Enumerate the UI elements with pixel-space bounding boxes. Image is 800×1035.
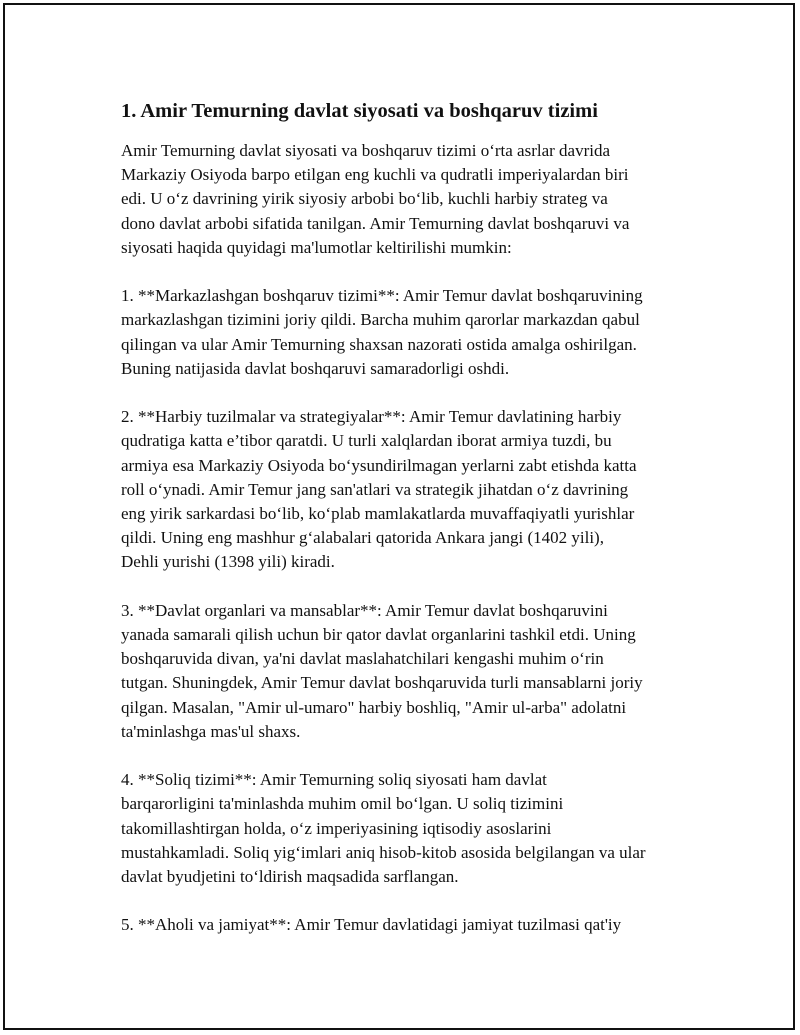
paragraph-line: Buning natijasida davlat boshqaruvi samaradorligi oshdi. bbox=[121, 358, 510, 378]
paragraph-line: eng yirik sarkardasi bo‘lib, ko‘plab mamlakatlarda muvaffaqiyatli yurishlar bbox=[121, 504, 635, 524]
intro-paragraph bbox=[121, 139, 701, 260]
paragraph-line: ta'minlashga mas'ul shaxs. bbox=[121, 721, 301, 741]
paragraph-line: roll o‘ynadi. Amir Temur jang san'atlari va strategik jihatdan o‘z davrining bbox=[121, 479, 629, 499]
paragraph-line: barqarorligini ta'minlashda muhim omil bo‘lgan. U soliq tizimini bbox=[121, 794, 564, 814]
paragraph-line: Dehli yurishi (1398 yili) kiradi. bbox=[121, 552, 335, 572]
paragraph-line: tutgan. Shuningdek, Amir Temur davlat boshqaruvida turli mansablarni joriy bbox=[121, 673, 643, 693]
section-military-strategy bbox=[121, 405, 701, 574]
paragraph-line: takomillashtirgan holda, o‘z imperiyasining iqtisodiy asoslarini bbox=[121, 818, 552, 838]
paragraph-line: armiya esa Markaziy Osiyoda bo‘ysundirilmagan yerlarni zabt etishda katta bbox=[121, 455, 637, 475]
section-population-society bbox=[121, 913, 701, 937]
section-state-organs bbox=[121, 599, 701, 744]
page-frame bbox=[3, 3, 795, 1030]
paragraph-line: edi. U o‘z davrining yirik siyosiy arbobi bo‘lib, kuchli harbiy strateg va bbox=[121, 189, 608, 209]
paragraph-line: 1. **Markazlashgan boshqaruv tizimi**: Amir Temur davlat boshqaruvining bbox=[121, 286, 643, 306]
paragraph-line: qudratiga katta e’tibor qaratdi. U turli xalqlardan iborat armiya tuzdi, bu bbox=[121, 431, 612, 451]
paragraph-line: dono davlat arbobi sifatida tanilgan. Amir Temurning davlat boshqaruvi va bbox=[121, 213, 630, 233]
paragraph-line: Amir Temurning davlat siyosati va boshqaruv tizimi o‘rta asrlar davrida bbox=[121, 141, 611, 160]
paragraph-line: qilgan. Masalan, "Amir ul-umaro" harbiy boshliq, "Amir ul-arba" adolatni bbox=[121, 697, 627, 717]
paragraph-line: Markaziy Osiyoda barpo etilgan eng kuchli va qudratli imperiyalardan biri bbox=[121, 165, 629, 185]
paragraph-line: davlat byudjetini to‘ldirish maqsadida sarflangan. bbox=[121, 867, 459, 887]
paragraph-line: siyosati haqida quyidagi ma'lumotlar keltirilishi mumkin: bbox=[121, 237, 512, 257]
paragraph-line: yanada samarali qilish uchun bir qator davlat organlarini tashkil etdi. Uning bbox=[121, 625, 636, 645]
section-centralized-governance bbox=[121, 284, 701, 381]
paragraph-line: 4. **Soliq tizimi**: Amir Temurning soliq siyosati ham davlat bbox=[121, 770, 547, 790]
paragraph-line: qildi. Uning eng mashhur g‘alabalari qatorida Ankara jangi (1402 yili), bbox=[121, 528, 604, 548]
paragraph-line: 3. **Davlat organlari va mansablar**: Amir Temur davlat boshqaruvini bbox=[121, 600, 608, 620]
document-body bbox=[121, 97, 701, 962]
paragraph-line: 5. **Aholi va jamiyat**: Amir Temur davlatidagi jamiyat tuzilmasi qat'iy bbox=[121, 915, 622, 935]
paragraph-line: 2. **Harbiy tuzilmalar va strategiyalar**: Amir Temur davlatining harbiy bbox=[121, 407, 622, 427]
document-title: 1. Amir Temurning davlat siyosati va boshqaruv tizimi bbox=[121, 100, 598, 122]
paragraph-line: qilingan va ular Amir Temurning shaxsan nazorati ostida amalga oshirilgan. bbox=[121, 334, 637, 354]
paragraph-line: mustahkamladi. Soliq yig‘imlari aniq hisob-kitob asosida belgilangan va ular bbox=[121, 842, 646, 862]
paragraph-line: markazlashgan tizimini joriy qildi. Barcha muhim qarorlar markazdan qabul bbox=[121, 310, 640, 330]
section-tax-system bbox=[121, 768, 701, 889]
paragraph-line: boshqaruvida divan, ya'ni davlat maslahatchilari kengashi muhim o‘rin bbox=[121, 649, 604, 669]
